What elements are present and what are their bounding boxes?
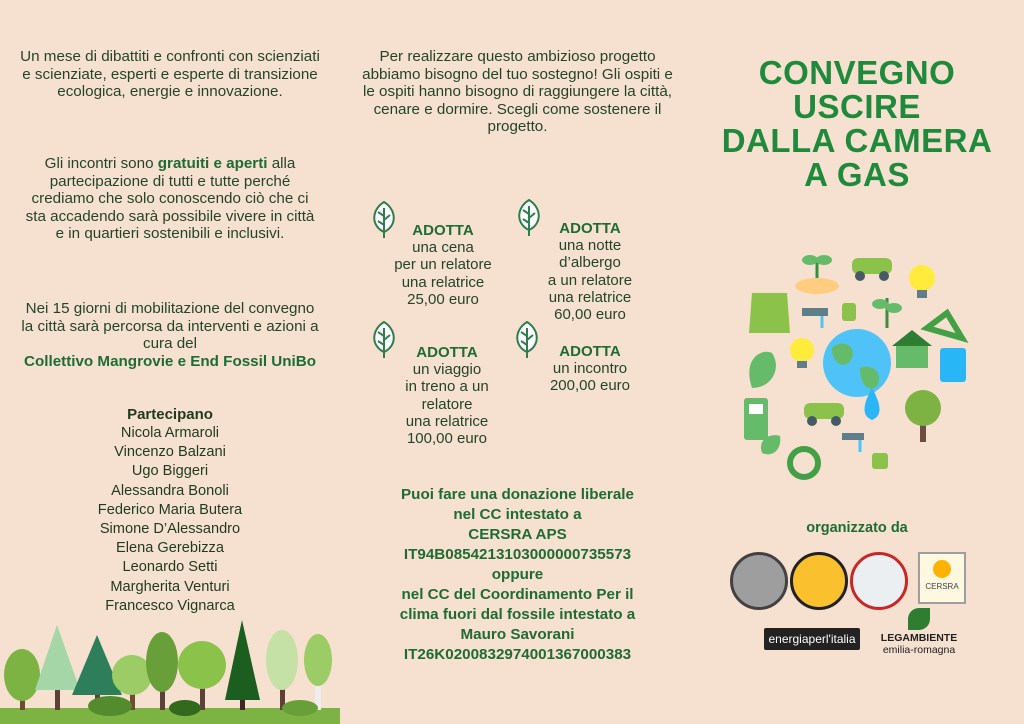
- adopt-line: una relatrice: [405, 412, 489, 430]
- adopt-line: un viaggio: [412, 361, 482, 379]
- participants-list: [20, 405, 320, 616]
- fuel-pump-icon: [744, 398, 768, 440]
- logo-cersra-text: CERSRA: [925, 582, 959, 591]
- adopt-line: una relatrice: [548, 288, 632, 306]
- donation-line: clima fuori dal fossile intestato a: [399, 606, 636, 623]
- recycle-icon: [927, 313, 962, 338]
- free-bold: gratuiti e aperti: [157, 155, 268, 172]
- adopt-card: [510, 343, 670, 395]
- free-events-paragraph: [20, 155, 320, 243]
- title-line: USCIRE: [793, 88, 921, 125]
- logo-legambiente: [874, 608, 964, 656]
- mob-bold: Collettivo Mangrovie e End Fossil UniBo: [24, 352, 316, 370]
- plug-icon: [872, 453, 888, 469]
- legambiente-leaf-icon: [908, 608, 930, 630]
- participant: Leonardo Setti: [122, 559, 218, 576]
- organized-by-label: organizzato da: [806, 520, 908, 536]
- adopt-line: una cena: [412, 239, 474, 257]
- earth-icon: [823, 329, 891, 397]
- participants-heading: Partecipano: [127, 406, 213, 423]
- tree-icon: [905, 390, 941, 442]
- tree-icon: [225, 620, 260, 710]
- free-pre: Gli incontri sono: [44, 155, 154, 172]
- logo-per-il-clima: [790, 552, 848, 610]
- tree-icon: [146, 632, 178, 710]
- adopt-line: relatore: [421, 395, 473, 413]
- adopt-title: ADOTTA: [559, 343, 621, 360]
- leaf-icon: [749, 352, 776, 388]
- adopt-line: una relatrice: [401, 273, 485, 291]
- donation-line: Mauro Savorani: [460, 626, 575, 643]
- donation-line: CERSRA APS: [468, 526, 567, 543]
- title-line: A GAS: [804, 156, 910, 193]
- adopt-card: [367, 344, 527, 447]
- title-line: DALLA CAMERA: [721, 122, 993, 159]
- participant: Nicola Armaroli: [120, 425, 220, 441]
- participant: Elena Gerebizza: [116, 540, 224, 557]
- car-icon: [804, 403, 844, 426]
- adopt-title: ADOTTA: [412, 222, 474, 239]
- logo-legambiente-subtext: emilia-romagna: [882, 644, 956, 656]
- tree-icon: [178, 641, 226, 710]
- logo-energia-text: energiaperl'italia: [768, 632, 856, 646]
- logo-energia-per-italia: [764, 628, 860, 650]
- adopt-card: [510, 220, 670, 323]
- participant: Vincenzo Balzani: [114, 444, 226, 461]
- adopt-line: 100,00 euro: [406, 430, 488, 448]
- donation-line: nel CC intestato a: [453, 506, 582, 523]
- participant: Simone D’Alessandro: [99, 521, 241, 538]
- logo-cersra: [918, 552, 966, 604]
- adopt-line: a un relatore: [547, 271, 633, 289]
- page-title: [690, 56, 1024, 192]
- recycle-bin-icon: [940, 348, 966, 382]
- recycle-icon: [790, 449, 818, 477]
- donation-line: Puoi fare una donazione liberale: [401, 486, 634, 503]
- adopt-line: 25,00 euro: [407, 290, 479, 308]
- adopt-line: una notte: [558, 237, 622, 255]
- lightbulb-icon: [909, 265, 935, 298]
- title-line: CONVEGNO: [758, 54, 956, 91]
- adopt-line: 200,00 euro: [549, 377, 631, 395]
- participant: Margherita Venturi: [110, 578, 230, 595]
- donation-line: oppure: [491, 566, 544, 583]
- tree-icon: [304, 634, 332, 710]
- tree-icon: [266, 630, 298, 710]
- free-post: alla partecipazione di tutti e tutte perché crediamo che solo conoscendo ciò che ci sta accadendo sarà possibile vivere in città e in quartieri sostenibili e inclusivi.: [25, 155, 315, 243]
- logo-legambiente-text: LEGAMBIENTE: [880, 632, 958, 644]
- plant-hand-icon: [795, 255, 839, 294]
- adopt-line: in treno a un: [405, 378, 489, 396]
- eco-icons-illustration: [732, 238, 982, 488]
- faucet-icon: [802, 308, 828, 328]
- lightbulb-icon: [790, 338, 814, 368]
- intro-paragraph: Un mese di dibattiti e confronti con scienziati e scienziate, esperti e esperte di transizione ecologica, energie e innovazione.: [20, 48, 320, 101]
- recycle-bag-icon: [749, 293, 790, 333]
- sprout-icon: [872, 298, 902, 328]
- mob-pre: Nei 15 giorni di mobilitazione del convegno la città sarà percorsa da interventi e azioni a cura del: [21, 300, 319, 353]
- tree-icon: [35, 625, 80, 710]
- sun-icon: [933, 560, 951, 578]
- participant: Francesco Vignarca: [105, 597, 235, 614]
- adopt-line: per un relatore: [394, 256, 492, 274]
- logo-rete-no-rigassificatore: [850, 552, 908, 610]
- adopt-line: d’albergo: [559, 254, 621, 272]
- house-icon: [892, 330, 932, 368]
- adopt-line: 60,00 euro: [554, 306, 626, 324]
- adopt-line: un incontro: [552, 360, 628, 378]
- participant: Federico Maria Butera: [97, 501, 243, 518]
- donation-line: nel CC del Coordinamento Per il: [401, 586, 634, 603]
- car-icon: [852, 258, 892, 281]
- iban[interactable]: IT26K0200832974001367000383: [403, 646, 632, 663]
- adopt-title: ADOTTA: [559, 220, 621, 237]
- logo-rete-emergenza-climatica: [730, 552, 788, 610]
- adopt-title: ADOTTA: [416, 344, 478, 361]
- adopt-card: [363, 222, 523, 308]
- iban[interactable]: IT94B0854213103000000735573: [403, 546, 632, 563]
- participant: Alessandra Bonoli: [111, 482, 229, 499]
- faucet-icon: [842, 433, 864, 452]
- donation-info: [355, 485, 680, 665]
- support-paragraph: Per realizzare questo ambizioso progetto abbiamo bisogno del tuo sostegno! Gli ospiti e le ospiti hanno bisogno di raggiungere la città, cenare e dormire. Scegli come sostenere il progetto.: [362, 48, 673, 136]
- forest-illustration: [0, 620, 340, 724]
- tree-icon: [4, 649, 40, 710]
- participant: Ugo Biggeri: [131, 463, 209, 480]
- mobilization-paragraph: [20, 300, 320, 370]
- plug-icon: [842, 303, 856, 321]
